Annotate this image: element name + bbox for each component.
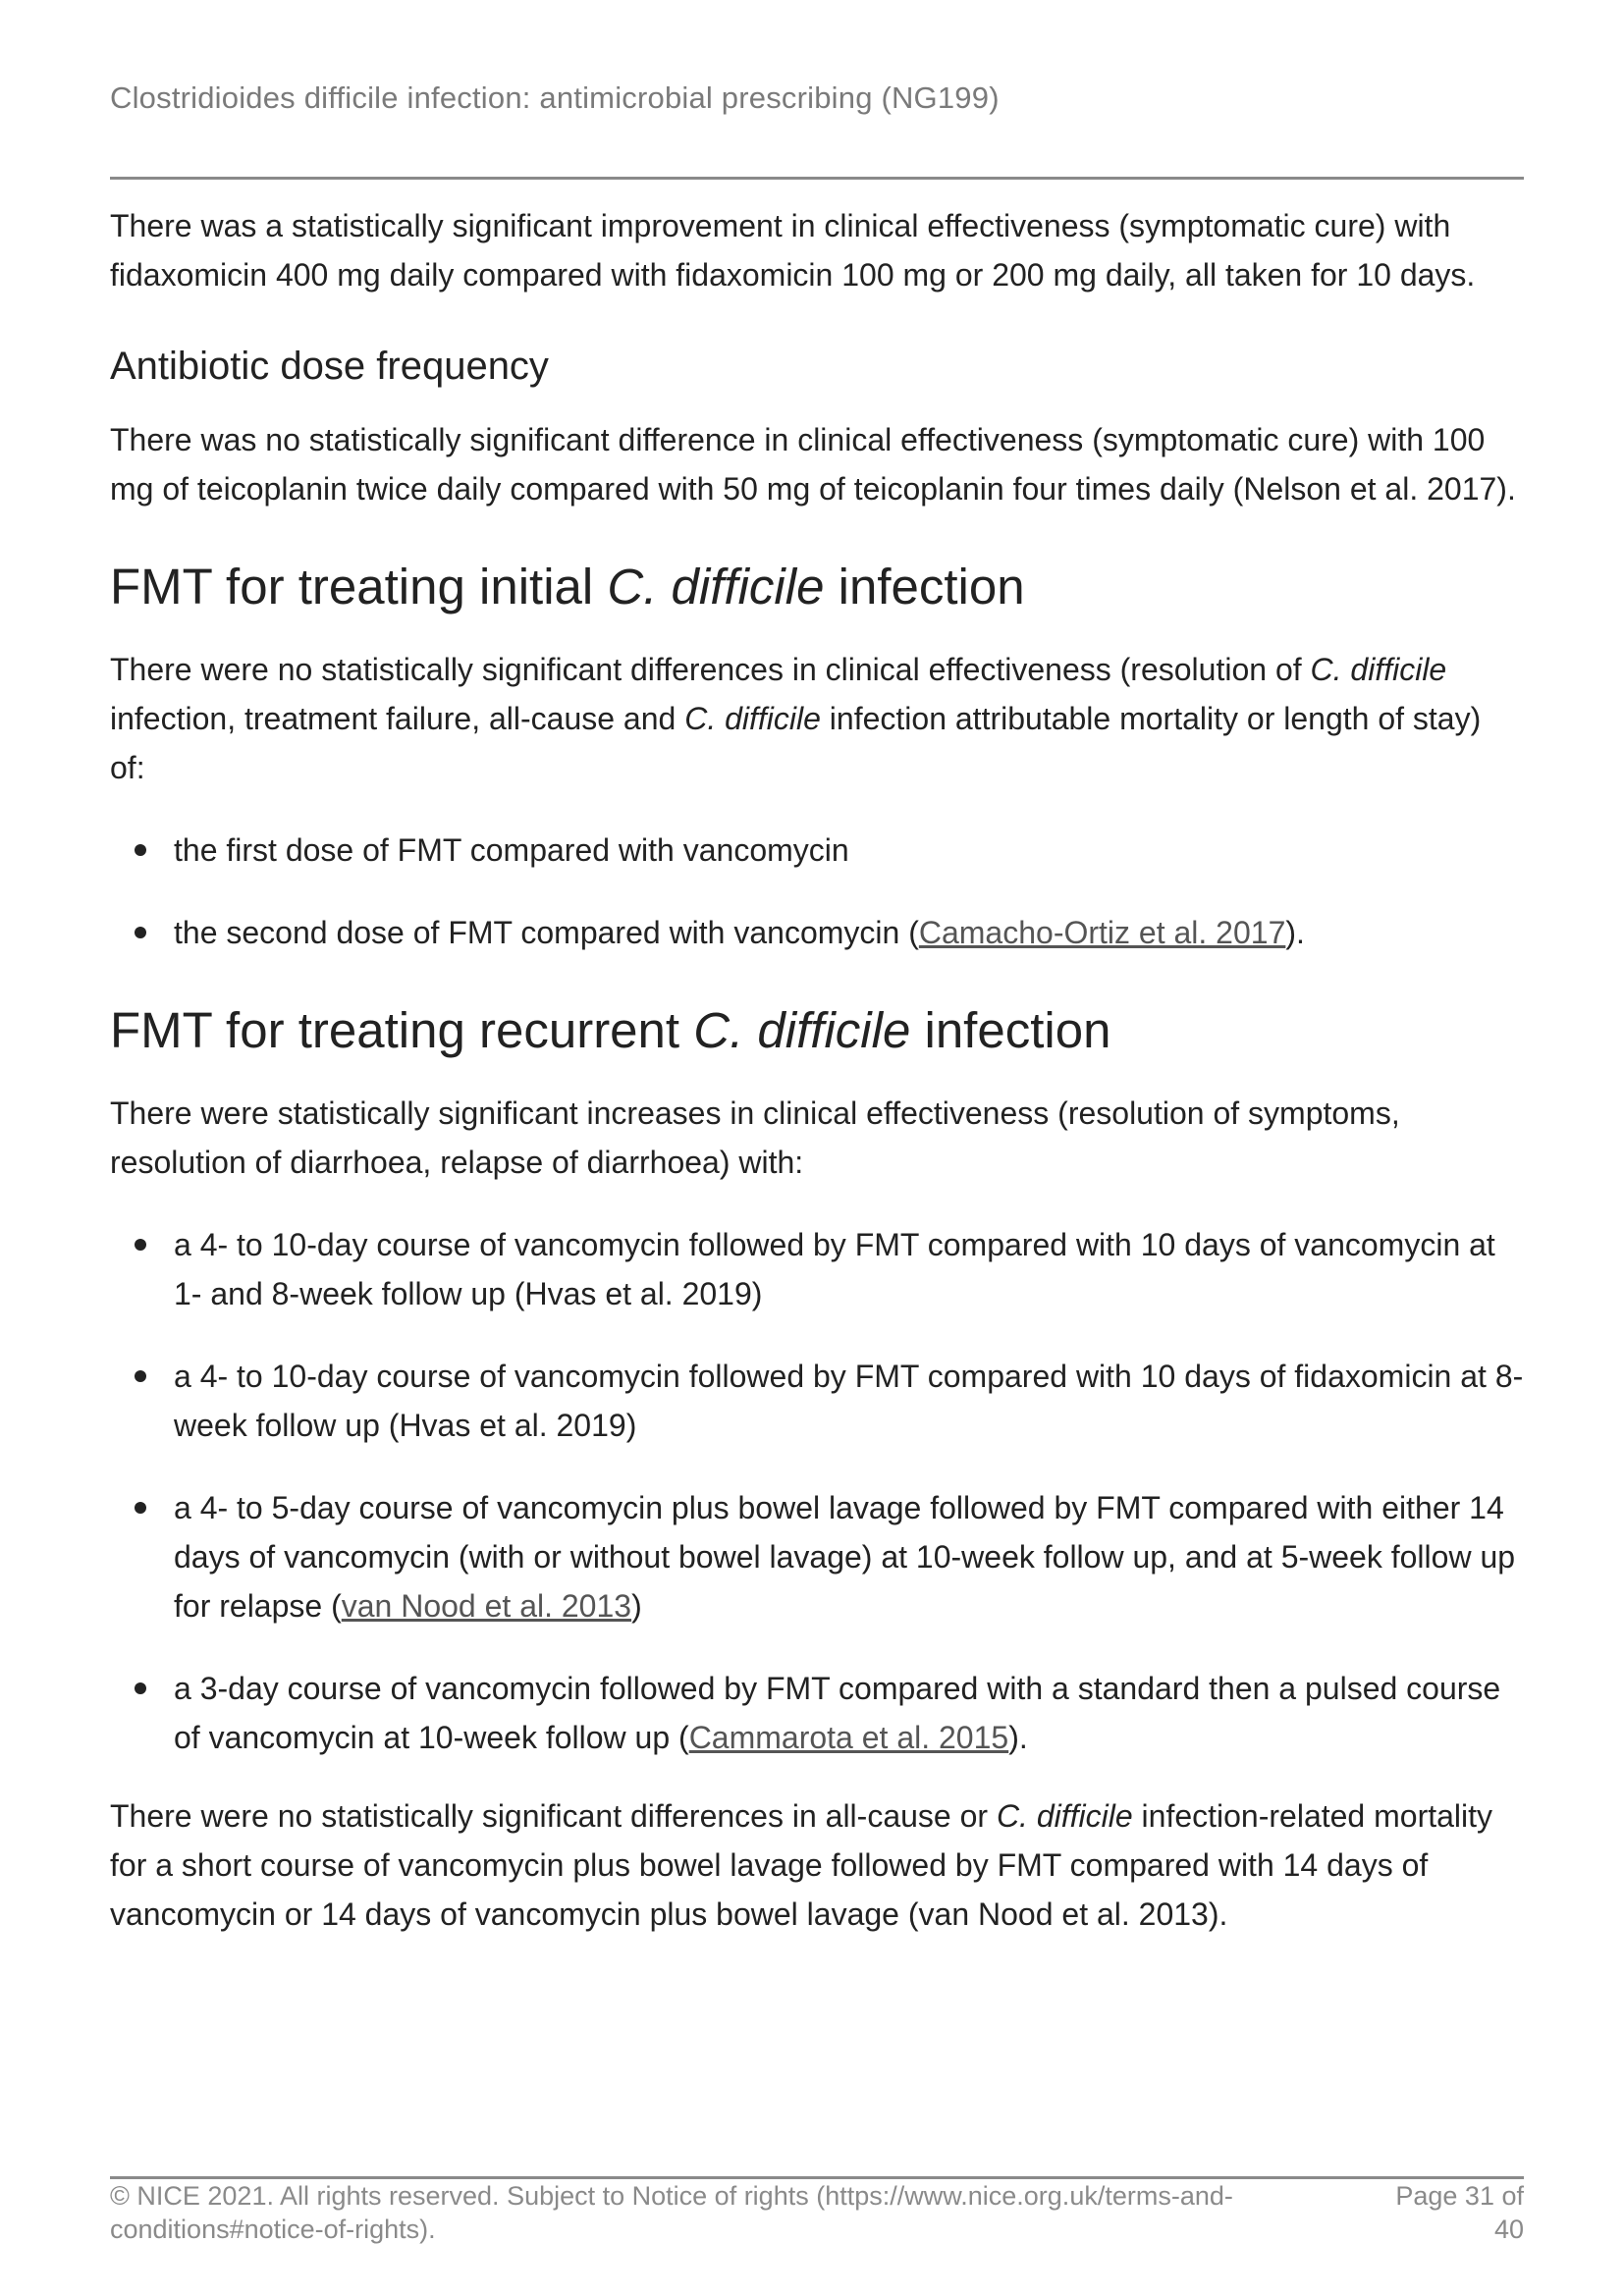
list-item-text: ) bbox=[631, 1588, 642, 1624]
document-page bbox=[110, 0, 1524, 2296]
list-item-text: a 4- to 5-day course of vancomycin plus bowel lavage followed by FMT compared with either 14 days of vancomycin (with or without bowel lavage) at 10-week follow up, and at 5-week follow up for relapse ( bbox=[174, 1490, 1516, 1624]
footer-rights: © NICE 2021. All rights reserved. Subject to Notice of rights (https://www.nice.org.uk/terms-and-conditions#notice-of-rights). bbox=[110, 2181, 1233, 2244]
bullet-icon bbox=[135, 1370, 146, 1382]
bullet-icon bbox=[135, 927, 146, 938]
list-item-text: the first dose of FMT compared with vancomycin bbox=[174, 832, 849, 868]
heading-fmt-recurrent-organism: C. difficile bbox=[693, 1002, 911, 1058]
text-run: There were no statistically significant differences in clinical effectiveness (resolution of bbox=[110, 652, 1311, 687]
heading-fmt-recurrent-post: infection bbox=[910, 1002, 1111, 1058]
bullet-icon bbox=[135, 1682, 146, 1694]
running-header: Clostridioides difficile infection: antimicrobial prescribing (NG199) bbox=[110, 80, 1000, 115]
list-item bbox=[110, 1664, 1524, 1762]
list-item-text: a 4- to 10-day course of vancomycin followed by FMT compared with 10 days of fidaxomicin at 8-week follow up (Hvas et al. 2019) bbox=[174, 1359, 1524, 1443]
heading-fmt-initial bbox=[110, 555, 1524, 619]
text-run: infection-related mortality for a short course of vancomycin plus bowel lavage followed by FMT compared with 14 days of vancomycin or 14 days of vancomycin plus bowel lavage (van Nood et al. 2013). bbox=[110, 1798, 1493, 1932]
list-item-text: the second dose of FMT compared with vancomycin ( bbox=[174, 915, 919, 950]
paragraph-fmt-initial bbox=[110, 645, 1524, 792]
paragraph-fidaxomicin-dose: There was a statistically significant improvement in clinical effectiveness (symptomatic cure) with fidaxomicin 400 mg daily compared with fidaxomicin 100 mg or 200 mg daily, all taken for 10 days. bbox=[110, 208, 1476, 293]
list-fmt-recurrent bbox=[110, 1220, 1524, 1762]
list-item-text: a 3-day course of vancomycin followed by FMT compared with a standard then a pulsed course of vancomycin at 10-week follow up ( bbox=[174, 1671, 1501, 1755]
heading-fmt-initial-pre: FMT for treating initial bbox=[110, 559, 608, 614]
heading-fmt-initial-organism: C. difficile bbox=[607, 559, 825, 614]
list-item bbox=[110, 908, 1524, 957]
reference-link-camacho-ortiz[interactable]: Camacho-Ortiz et al. 2017 bbox=[918, 915, 1286, 950]
list-item bbox=[110, 1220, 1524, 1318]
text-run: infection, treatment failure, all-cause and bbox=[110, 701, 685, 736]
paragraph-teicoplanin: There was no statistically significant difference in clinical effectiveness (symptomatic cure) with 100 mg of teicoplanin twice daily compared with 50 mg of teicoplanin four times daily (Nelson et al. 2017). bbox=[110, 422, 1516, 507]
organism-italic: C. difficile bbox=[684, 701, 821, 736]
bullet-icon bbox=[135, 1239, 146, 1251]
list-item-text: ). bbox=[1285, 915, 1305, 950]
heading-fmt-recurrent-pre: FMT for treating recurrent bbox=[110, 1002, 694, 1058]
paragraph-mortality bbox=[110, 1791, 1524, 1939]
list-item-text: ). bbox=[1008, 1720, 1028, 1755]
list-item bbox=[110, 1483, 1524, 1630]
list-item-text: a 4- to 10-day course of vancomycin followed by FMT compared with 10 days of vancomycin at 1- and 8-week follow up (Hvas et al. 2019) bbox=[174, 1227, 1495, 1311]
bullet-icon bbox=[135, 844, 146, 856]
organism-italic: C. difficile bbox=[1310, 652, 1447, 687]
header-divider bbox=[110, 177, 1524, 180]
heading-fmt-initial-post: infection bbox=[824, 559, 1025, 614]
list-item bbox=[110, 1352, 1524, 1450]
text-run: There were no statistically significant differences in all-cause or bbox=[110, 1798, 997, 1834]
reference-link-cammarota[interactable]: Cammarota et al. 2015 bbox=[688, 1720, 1009, 1755]
organism-italic: C. difficile bbox=[996, 1798, 1133, 1834]
list-item bbox=[110, 826, 1524, 875]
paragraph-fmt-recurrent-intro: There were statistically significant increases in clinical effectiveness (resolution of symptoms, resolution of diarrhoea, relapse of diarrhoea) with: bbox=[110, 1095, 1400, 1180]
page-content bbox=[110, 201, 1524, 1939]
bullet-icon bbox=[135, 1502, 146, 1514]
heading-dose-frequency: Antibiotic dose frequency bbox=[110, 345, 549, 388]
list-fmt-initial bbox=[110, 826, 1524, 957]
text-run: infection attributable mortality or length of stay) of: bbox=[110, 701, 1482, 785]
footer-page-number: Page 31 of 40 bbox=[1395, 2181, 1524, 2244]
reference-link-van-nood[interactable]: van Nood et al. 2013 bbox=[341, 1588, 632, 1624]
heading-fmt-recurrent bbox=[110, 998, 1524, 1063]
